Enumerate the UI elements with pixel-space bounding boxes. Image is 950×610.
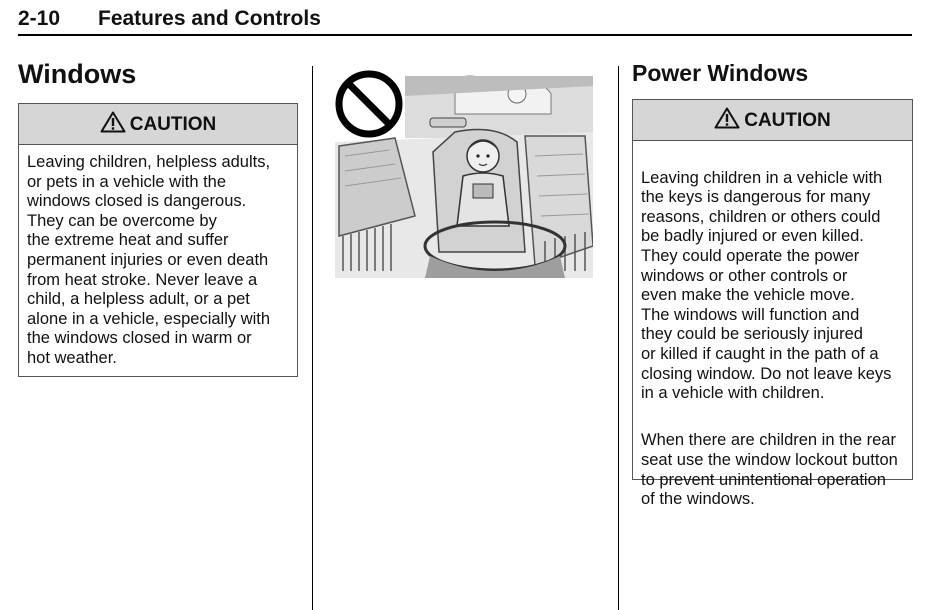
caution-text: Leaving children, helpless adults, or pets in a vehicle with the windows closed is dangerous. They can be overcome by the extreme heat and suffer permanent injuries or even death from heat stroke. Never leave a child, a helpless adult, or a pet alone in a vehicle, especially with the windows closed in warm or hot weather. [27,153,271,367]
caution-paragraph: When there are children in the rear seat use the window lockout button to prevent unintentional operation of the windows. [641,431,898,509]
caution-header [633,100,912,141]
page-header [18,4,912,36]
page-number: 2-10 [18,7,61,30]
windows-caution-box [18,103,298,377]
power-windows-caution-box [632,99,913,509]
power-windows-heading: Power Windows [632,60,809,86]
warning-triangle-icon [714,107,740,129]
windows-heading: Windows [18,59,137,89]
section-title: Features and Controls [98,7,321,30]
caution-label: CAUTION [129,114,217,135]
column-divider-left [312,66,313,610]
no-children-in-car-icon [335,66,593,278]
warning-triangle-icon [100,111,126,133]
child-in-car-illustration [335,66,593,278]
column-divider-right [618,66,619,610]
caution-label: CAUTION [744,110,831,131]
caution-header [19,104,297,145]
caution-paragraph: Leaving children in a vehicle with the keys is dangerous for many reasons, children or others could be badly injured or even killed. They could operate the power windows or other controls or even make the vehicle move. The windows will function and they could be seriously injured or killed if caught in the path of a closing window. Do not leave keys in a vehicle with children. [641,168,892,403]
